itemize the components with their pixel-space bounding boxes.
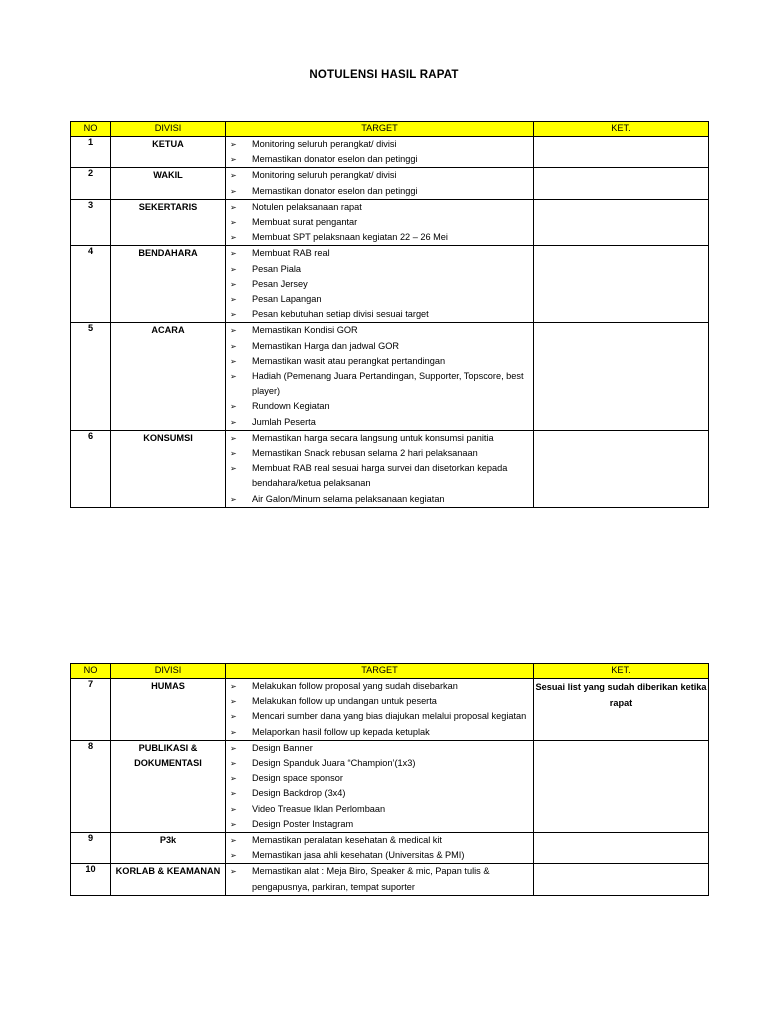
target-text: Air Galon/Minum selama pelaksanaan kegiatan	[252, 493, 445, 504]
target-item	[226, 725, 533, 740]
header-no: NO	[71, 664, 111, 679]
target-text: Design Banner	[252, 742, 313, 753]
division-cell: KONSUMSI	[111, 430, 226, 507]
target-text: Memastikan alat : Meja Biro, Speaker & mic, Papan tulis & pengapusnya, parkiran, tempat suporter	[252, 866, 490, 892]
target-text: Memastikan harga secara langsung untuk konsumsi panitia	[252, 432, 494, 443]
target-text: Design Backdrop (3x4)	[252, 788, 346, 799]
target-text: Pesan Piala	[252, 263, 302, 274]
target-text: Notulen pelaksanaan rapat	[252, 201, 362, 212]
arrow-bullet-icon: ➢	[230, 851, 237, 861]
arrow-bullet-icon: ➢	[230, 804, 237, 814]
target-text: Melakukan follow up undangan untuk peserta	[252, 696, 437, 707]
arrow-bullet-icon: ➢	[230, 712, 237, 722]
target-item	[226, 307, 533, 322]
target-cell	[226, 679, 534, 741]
target-cell	[226, 740, 534, 832]
target-text: Membuat SPT pelaksnaan kegiatan 22 – 26 Mei	[252, 232, 448, 243]
header-ket: KET.	[534, 664, 709, 679]
target-cell	[226, 168, 534, 199]
arrow-bullet-icon: ➢	[230, 171, 237, 181]
arrow-bullet-icon: ➢	[230, 326, 237, 336]
target-text: Melaporkan hasil follow up kepada ketuplak	[252, 726, 430, 737]
table-row	[71, 740, 709, 832]
target-item	[226, 694, 533, 709]
arrow-bullet-icon: ➢	[230, 682, 237, 691]
target-text: Membuat surat pengantar	[252, 217, 358, 228]
table-row	[71, 864, 709, 895]
target-item	[226, 200, 533, 215]
arrow-bullet-icon: ➢	[230, 140, 237, 149]
target-item	[226, 492, 533, 507]
target-text: Memastikan Snack rebusan selama 2 hari pelaksanaan	[252, 448, 478, 459]
target-item	[226, 354, 533, 369]
target-text: Pesan Lapangan	[252, 294, 322, 305]
header-no: NO	[71, 122, 111, 137]
table-header-row	[71, 664, 709, 679]
ket-cell	[534, 199, 709, 246]
minutes-table-1	[70, 121, 709, 508]
target-cell	[226, 199, 534, 246]
table-row	[71, 430, 709, 507]
target-item	[226, 323, 533, 338]
arrow-bullet-icon: ➢	[230, 867, 237, 877]
target-text: Monitoring seluruh perangkat/ divisi	[252, 170, 397, 181]
target-item	[226, 771, 533, 786]
row-number: 10	[71, 864, 111, 895]
arrow-bullet-icon: ➢	[230, 819, 237, 829]
arrow-bullet-icon: ➢	[230, 295, 237, 305]
arrow-bullet-icon: ➢	[230, 417, 237, 427]
arrow-bullet-icon: ➢	[230, 310, 237, 320]
target-text: Mencari sumber dana yang bias diajukan melalui proposal kegiatan	[252, 711, 527, 722]
target-item	[226, 446, 533, 461]
arrow-bullet-icon: ➢	[230, 356, 237, 366]
target-text: Design Poster Instagram	[252, 818, 354, 829]
table-row	[71, 168, 709, 199]
page-title: NOTULENSI HASIL RAPAT	[309, 69, 459, 81]
target-item	[226, 230, 533, 245]
division-cell: SEKERTARIS	[111, 199, 226, 246]
target-item	[226, 246, 533, 261]
target-cell	[226, 246, 534, 323]
arrow-bullet-icon: ➢	[230, 186, 237, 196]
target-item	[226, 786, 533, 801]
target-item	[226, 184, 533, 199]
target-item	[226, 415, 533, 430]
arrow-bullet-icon: ➢	[230, 464, 237, 474]
target-text: Jumlah Peserta	[252, 416, 316, 427]
table-row	[71, 679, 709, 741]
ket-cell	[534, 323, 709, 430]
target-text: Design Spanduk Juara “Champion’(1x3)	[252, 758, 416, 769]
target-text: Design space sponsor	[252, 773, 343, 784]
division-cell: BENDAHARA	[111, 246, 226, 323]
minutes-table-2	[70, 663, 709, 896]
arrow-bullet-icon: ➢	[230, 759, 237, 769]
header-divisi: DIVISI	[111, 122, 226, 137]
division-cell: HUMAS	[111, 679, 226, 741]
target-item	[226, 817, 533, 832]
target-text: Hadiah (Pemenang Juara Pertandingan, Supporter, Topscore, best player)	[252, 371, 524, 397]
target-text: Memastikan Kondisi GOR	[252, 325, 358, 336]
arrow-bullet-icon: ➢	[230, 264, 237, 274]
arrow-bullet-icon: ➢	[230, 789, 237, 799]
target-item	[226, 399, 533, 414]
target-item	[226, 741, 533, 756]
row-number: 6	[71, 430, 111, 507]
target-cell	[226, 864, 534, 895]
target-cell	[226, 137, 534, 168]
arrow-bullet-icon: ➢	[230, 341, 237, 351]
ket-cell	[534, 833, 709, 864]
target-item	[226, 152, 533, 167]
arrow-bullet-icon: ➢	[230, 727, 237, 737]
target-item	[226, 802, 533, 817]
target-item	[226, 461, 533, 491]
division-cell: KETUA	[111, 137, 226, 168]
arrow-bullet-icon: ➢	[230, 402, 237, 412]
table-row	[71, 199, 709, 246]
target-text: Memastikan wasit atau perangkat pertandingan	[252, 355, 446, 366]
arrow-bullet-icon: ➢	[230, 836, 237, 846]
ket-cell	[534, 246, 709, 323]
row-number: 9	[71, 833, 111, 864]
target-text: Rundown Kegiatan	[252, 401, 330, 412]
target-text: Memastikan Harga dan jadwal GOR	[252, 340, 400, 351]
target-text: Melakukan follow proposal yang sudah disebarkan	[252, 681, 458, 691]
target-text: Memastikan peralatan kesehatan & medical kit	[252, 835, 442, 846]
target-cell	[226, 323, 534, 430]
target-text: Memastikan jasa ahli kesehatan (Universitas & PMI)	[252, 850, 465, 861]
target-text: Membuat RAB real	[252, 248, 330, 259]
target-item	[226, 848, 533, 863]
arrow-bullet-icon: ➢	[230, 372, 237, 382]
target-item	[226, 277, 533, 292]
arrow-bullet-icon: ➢	[230, 155, 237, 165]
arrow-bullet-icon: ➢	[230, 202, 237, 212]
row-number: 4	[71, 246, 111, 323]
ket-cell	[534, 740, 709, 832]
ket-cell	[534, 137, 709, 168]
table-row	[71, 246, 709, 323]
header-divisi: DIVISI	[111, 664, 226, 679]
division-cell: PUBLIKASI & DOKUMENTASI	[111, 740, 226, 832]
target-text: Video Treasue Iklan Perlombaan	[252, 803, 386, 814]
target-cell	[226, 833, 534, 864]
division-cell: ACARA	[111, 323, 226, 430]
target-text: Memastikan donator eselon dan petinggi	[252, 154, 418, 165]
division-cell: P3k	[111, 833, 226, 864]
target-item	[226, 756, 533, 771]
row-number: 5	[71, 323, 111, 430]
row-number: 3	[71, 199, 111, 246]
row-number: 2	[71, 168, 111, 199]
target-item	[226, 369, 533, 399]
row-number: 7	[71, 679, 111, 741]
target-item	[226, 339, 533, 354]
arrow-bullet-icon: ➢	[230, 218, 237, 228]
arrow-bullet-icon: ➢	[230, 697, 237, 707]
row-number: 8	[71, 740, 111, 832]
table-row	[71, 323, 709, 430]
target-item	[226, 709, 533, 724]
target-text: Monitoring seluruh perangkat/ divisi	[252, 139, 397, 149]
table-row	[71, 137, 709, 168]
row-number: 1	[71, 137, 111, 168]
target-item	[226, 431, 533, 446]
target-item	[226, 292, 533, 307]
division-cell: WAKIL	[111, 168, 226, 199]
target-item	[226, 262, 533, 277]
arrow-bullet-icon: ➢	[230, 249, 237, 259]
ket-cell	[534, 168, 709, 199]
arrow-bullet-icon: ➢	[230, 279, 237, 289]
target-item	[226, 864, 533, 894]
target-cell	[226, 430, 534, 507]
table-row	[71, 833, 709, 864]
target-item	[226, 137, 533, 152]
arrow-bullet-icon: ➢	[230, 494, 237, 504]
target-item	[226, 679, 533, 694]
table-header-row	[71, 122, 709, 137]
target-text: Memastikan donator eselon dan petinggi	[252, 185, 418, 196]
target-item	[226, 833, 533, 848]
ket-cell	[534, 864, 709, 895]
target-text: Pesan kebutuhan setiap divisi sesuai target	[252, 309, 429, 320]
header-target: TARGET	[226, 122, 534, 137]
target-text: Membuat RAB real sesuai harga survei dan disetorkan kepada bendahara/ketua pelaksanan	[252, 463, 508, 489]
arrow-bullet-icon: ➢	[230, 743, 237, 753]
arrow-bullet-icon: ➢	[230, 233, 237, 243]
target-text: Pesan Jersey	[252, 278, 308, 289]
header-target: TARGET	[226, 664, 534, 679]
arrow-bullet-icon: ➢	[230, 774, 237, 784]
division-cell: KORLAB & KEAMANAN	[111, 864, 226, 895]
target-item	[226, 215, 533, 230]
ket-cell	[534, 430, 709, 507]
arrow-bullet-icon: ➢	[230, 433, 237, 443]
arrow-bullet-icon: ➢	[230, 449, 237, 459]
header-ket: KET.	[534, 122, 709, 137]
ket-cell: Sesuai list yang sudah diberikan ketika rapat	[534, 679, 709, 741]
target-item	[226, 168, 533, 183]
